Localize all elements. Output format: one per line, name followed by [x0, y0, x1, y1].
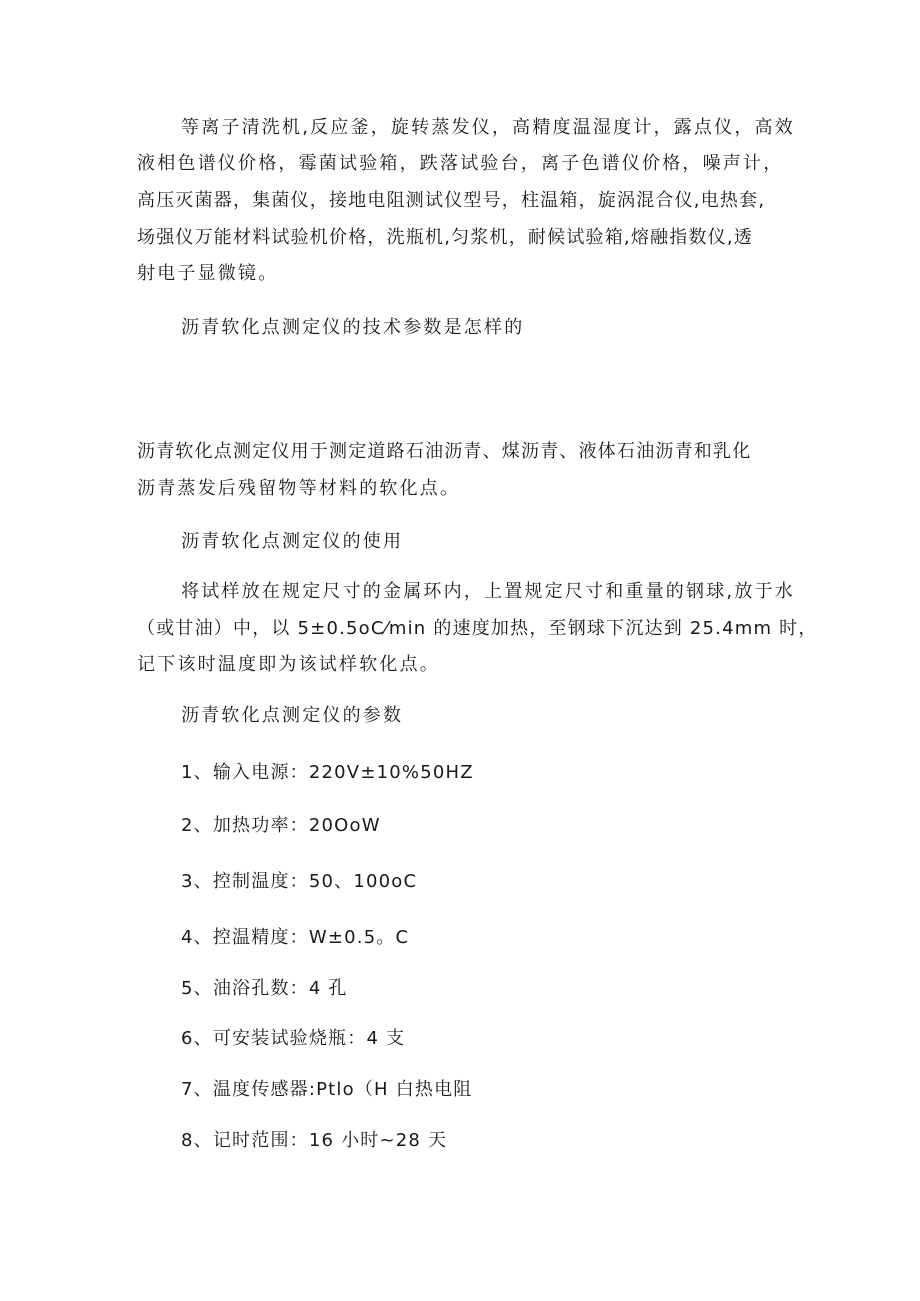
purpose-line-2: 沥青蒸发后残留物等材料的软化点。 [137, 478, 461, 499]
param-item: 1、输入电源：220V±10%50HZ [181, 762, 474, 783]
param-item: 7、温度传感器:Ptlo（H 白热电阻 [181, 1079, 473, 1100]
heading-tech-params: 沥青软化点测定仪的技术参数是怎样的 [181, 317, 525, 338]
usage-line-1: 将试样放在规定尺寸的金属环内，上置规定尺寸和重量的钢球,放于水 [181, 581, 795, 602]
intro-line-4: 场强仪万能材料试验机价格，洗瓶机,匀浆机，耐候试验箱,熔融指数仪,透 [137, 227, 753, 248]
usage-line-2: （或甘油）中，以 5±0.5oC⁄min 的速度加热，至钢球下沉达到 25.4mm 时， [137, 618, 818, 639]
intro-line-1: 等离子清洗机,反应釜，旋转蒸发仪，高精度温湿度计，露点仪，高效 [181, 117, 795, 138]
intro-line-2: 液相色谱仪价格，霉菌试验箱，跌落试验台，离子色谱仪价格，噪声计， [137, 153, 784, 174]
param-item: 4、控温精度：W±0.5。C [181, 927, 410, 948]
param-item: 3、控制温度：50、100oC [181, 871, 418, 892]
heading-params: 沥青软化点测定仪的参数 [181, 705, 404, 726]
param-item: 2、加热功率：20OoW [181, 815, 381, 836]
param-item: 8、记时范围：16 小时~28 天 [181, 1130, 448, 1151]
usage-line-3: 记下该时温度即为该试样软化点。 [137, 654, 440, 675]
purpose-line-1: 沥青软化点测定仪用于测定道路石油沥青、煤沥青、液体石油沥青和乳化 [137, 441, 752, 462]
param-item: 6、可安装试验烧瓶：4 支 [181, 1028, 406, 1049]
param-item: 5、油浴孔数：4 孔 [181, 978, 348, 999]
intro-line-5: 射电子显微镜。 [137, 263, 279, 284]
intro-line-3: 高压灭菌器，集菌仪，接地电阻测试仪型号，柱温箱，旋涡混合仪,电热套, [137, 190, 766, 211]
heading-usage: 沥青软化点测定仪的使用 [181, 531, 404, 552]
